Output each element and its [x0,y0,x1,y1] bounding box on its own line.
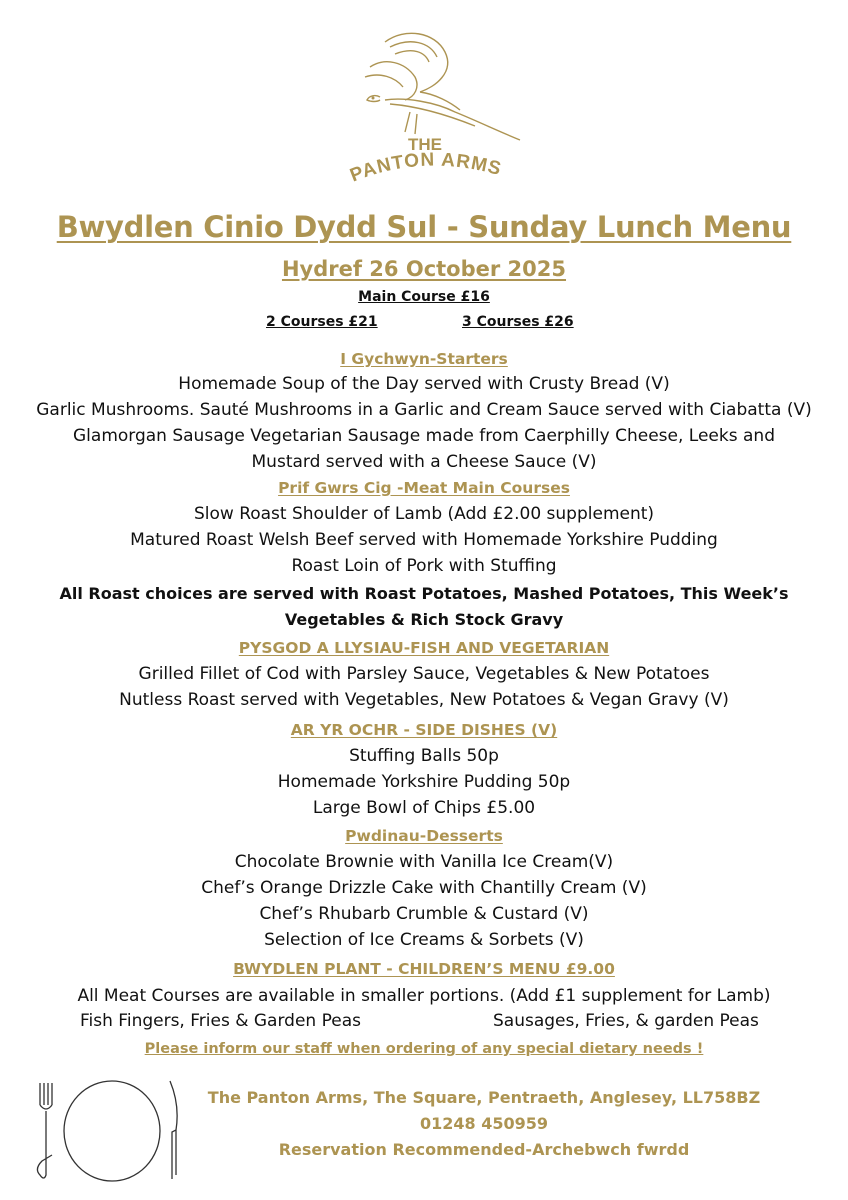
footer-address: The Panton Arms, The Square, Pentraeth, Anglesey, LL758BZ [207,1088,761,1107]
list-item: Matured Roast Welsh Beef served with Homemade Yorkshire Pudding [130,530,718,550]
roast-note-line1: All Roast choices are served with Roast Potatoes, Mashed Potatoes, This Week’s [59,584,789,603]
section-starters: I Gychwyn-Starters [340,350,508,368]
children-item-left: Fish Fingers, Fries & Garden Peas [80,1011,361,1031]
list-item: Nutless Roast served with Vegetables, New Potatoes & Vegan Gravy (V) [119,690,729,710]
list-item: Roast Loin of Pork with Stuffing [291,556,557,576]
section-meat: Prif Gwrs Cig -Meat Main Courses [278,479,570,497]
list-item: Chef’s Orange Drizzle Cake with Chantilly Cream (V) [201,878,647,898]
list-item: Chef’s Rhubarb Crumble & Custard (V) [259,904,589,924]
list-item: Large Bowl of Chips £5.00 [312,798,536,818]
list-item: Mustard served with a Cheese Sauce (V) [251,452,597,472]
svg-text:PANTON ARMS [347,150,504,187]
dietary-note: Please inform our staff when ordering of any special dietary needs ! [144,1041,704,1057]
roast-note-line2: Vegetables & Rich Stock Gravy [284,610,564,629]
pheasant-logo-icon [325,22,525,192]
section-fish-vegetarian: PYSGOD A LLYSIAU-FISH AND VEGETARIAN [238,639,610,657]
list-item: Slow Roast Shoulder of Lamb (Add £2.00 supplement) [193,504,655,524]
section-desserts: Pwdinau-Desserts [345,827,503,845]
price-three-courses: 3 Courses £26 [462,314,574,330]
section-side-dishes: AR YR OCHR - SIDE DISHES (V) [290,721,558,739]
price-two-courses: 2 Courses £21 [266,314,378,330]
list-item: Stuffing Balls 50p [349,746,499,766]
brand-line1: THE [408,135,442,154]
footer-phone: 01248 450959 [419,1114,549,1133]
section-children-menu: BWYDLEN PLANT - CHILDREN’S MENU £9.00 [233,960,615,978]
list-item: Homemade Yorkshire Pudding 50p [277,772,571,792]
children-menu-line: All Meat Courses are available in smaller portions. (Add £1 supplement for Lamb) [77,986,771,1006]
list-item: Garlic Mushrooms. Sauté Mushrooms in a Garlic and Cream Sauce served with Ciabatta (V) [36,400,812,420]
menu-date: Hydref 26 October 2025 [281,257,567,281]
menu-title: Bwydlen Cinio Dydd Sul - Sunday Lunch Menu [56,210,792,244]
list-item: Glamorgan Sausage Vegetarian Sausage made from Caerphilly Cheese, Leeks and [73,426,775,446]
list-item: Chocolate Brownie with Vanilla Ice Cream(V) [234,852,614,872]
children-item-right: Sausages, Fries, & garden Peas [493,1011,759,1031]
price-main: Main Course £16 [358,289,490,305]
footer-reservation: Reservation Recommended-Archebwch fwrdd [278,1140,690,1159]
brand-line2: PANTON ARMS [347,149,505,187]
list-item: Grilled Fillet of Cod with Parsley Sauce, Vegetables & New Potatoes [138,664,710,684]
list-item: Selection of Ice Creams & Sorbets (V) [264,930,584,950]
list-item: Homemade Soup of the Day served with Crusty Bread (V) [178,374,670,394]
